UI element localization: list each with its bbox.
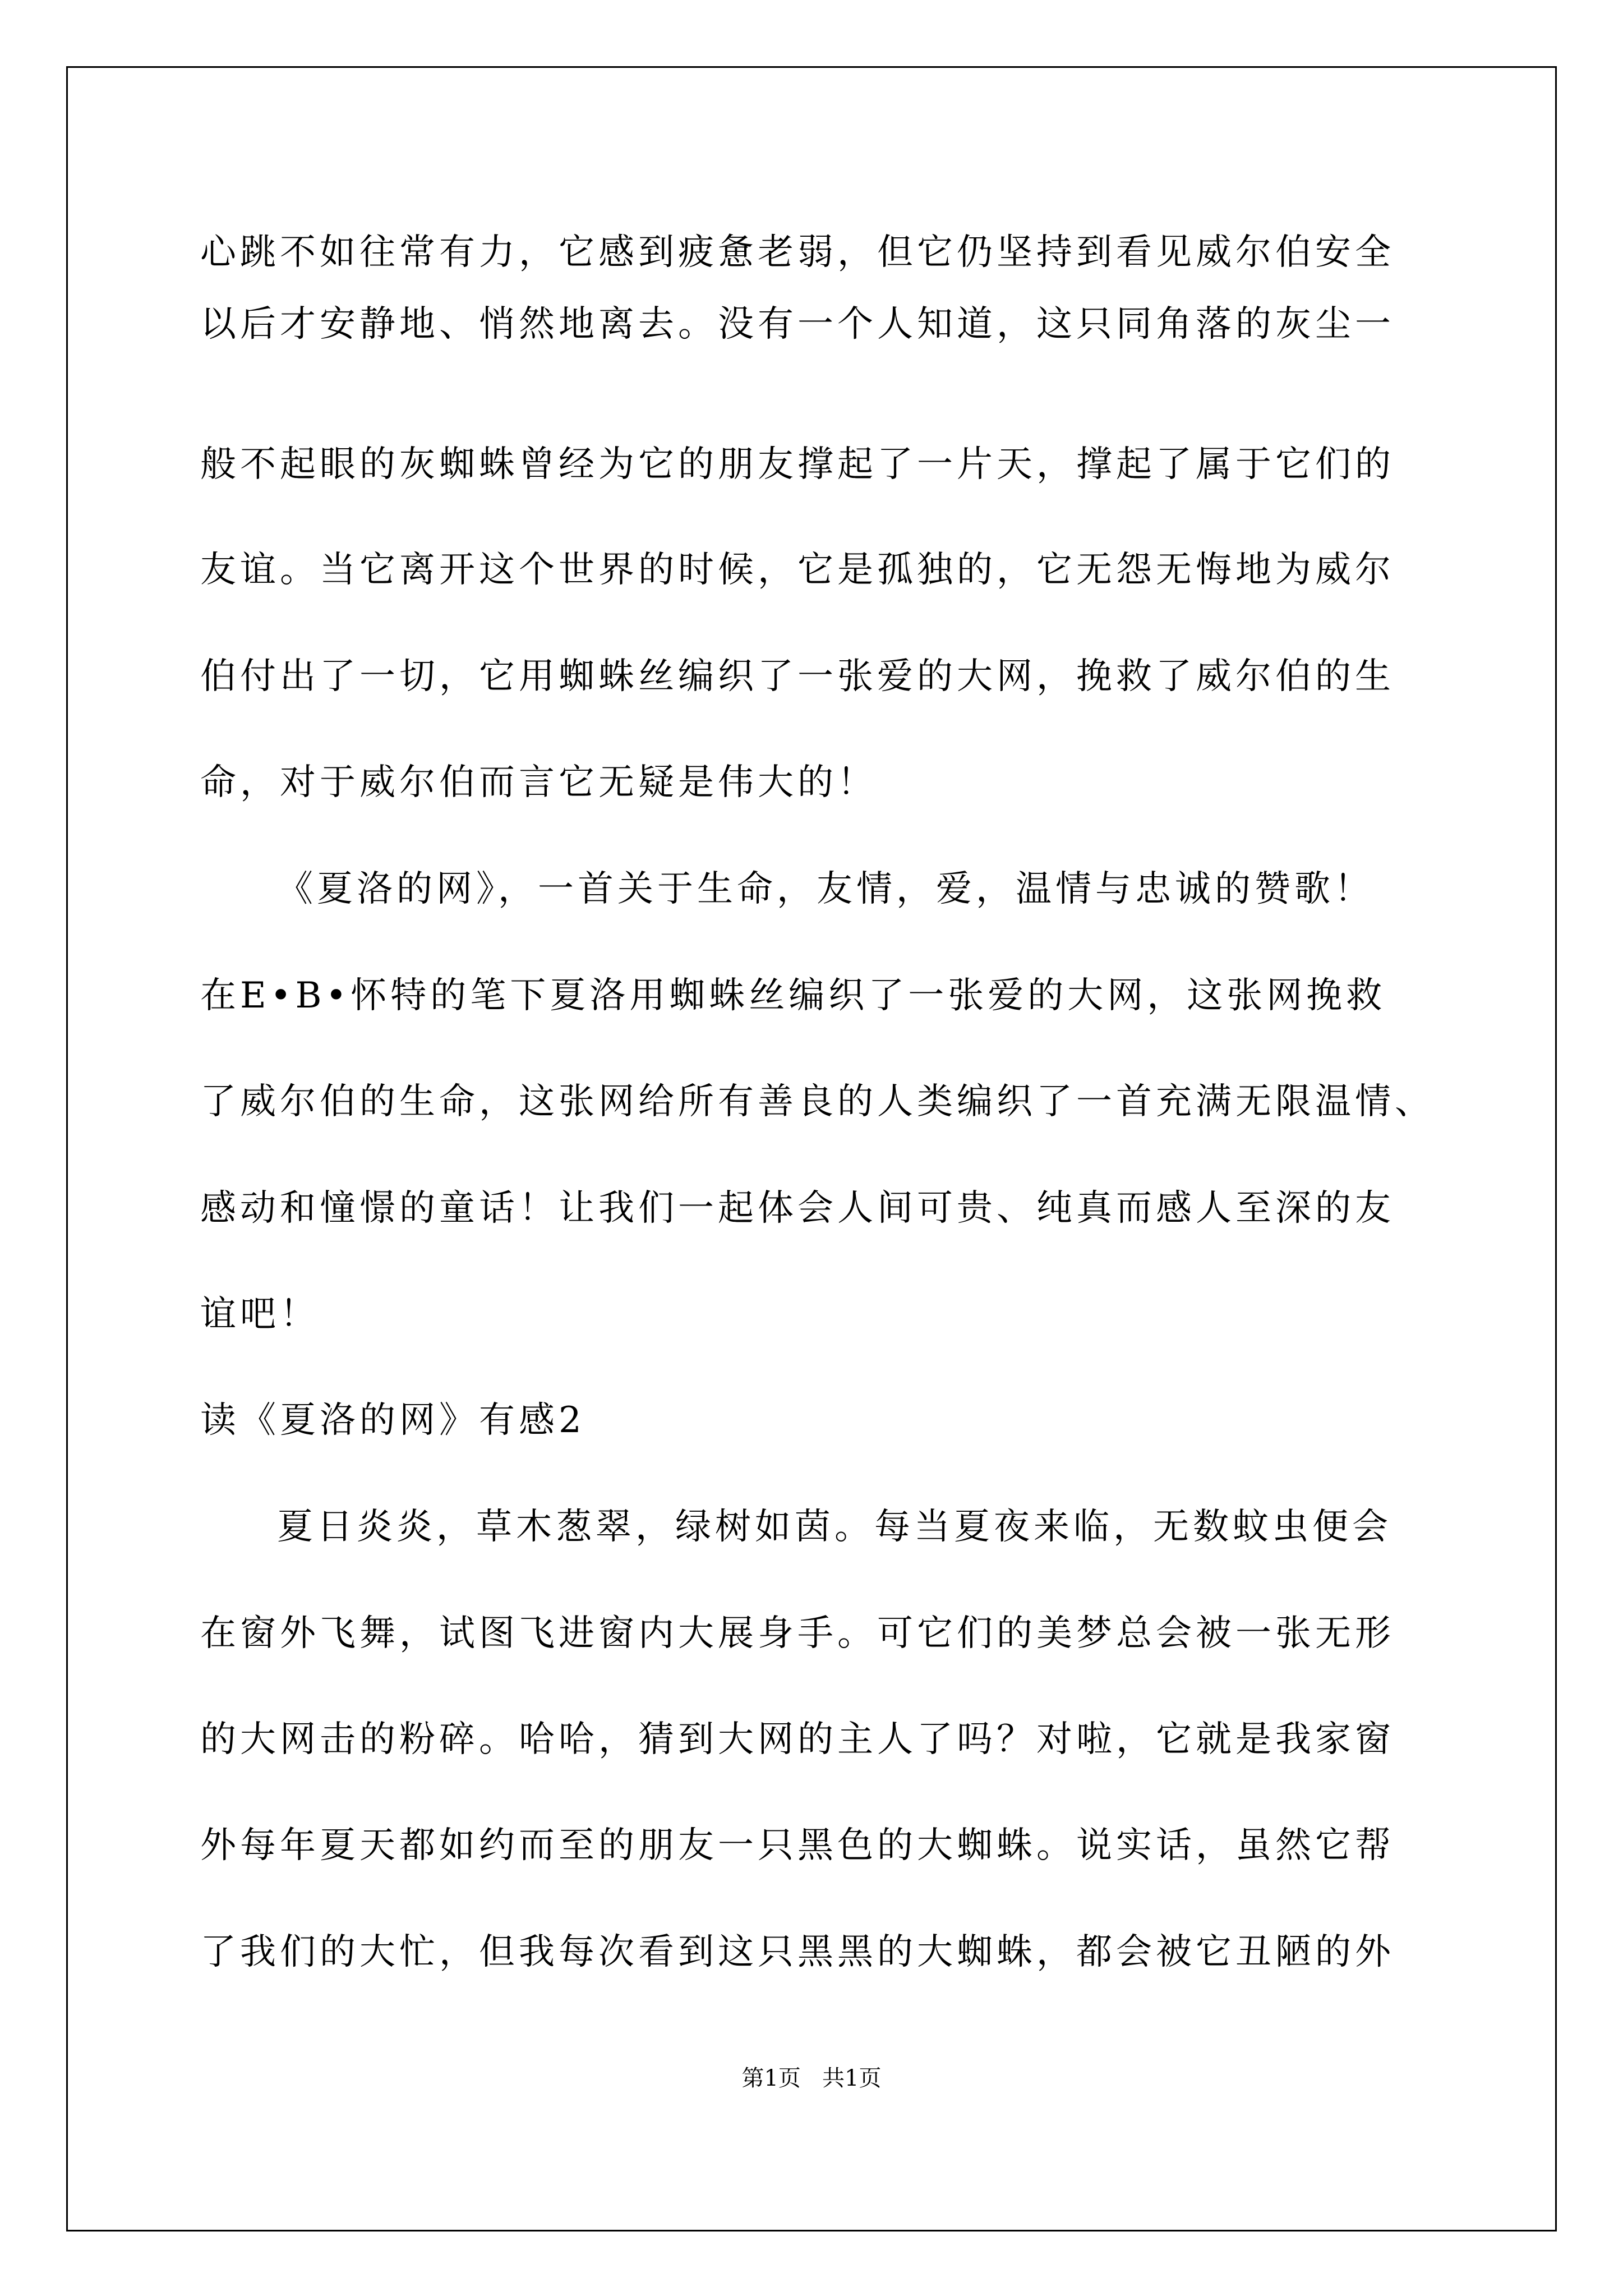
- text-line: 以后才安静地、悄然地离去。没有一个人知道，这只同角落的灰尘一: [200, 303, 1395, 345]
- text-line: 了威尔伯的生命，这张网给所有善良的人类编织了一首充满无限温情、: [200, 1081, 1435, 1122]
- text-line: 在窗外飞舞，试图飞进窗内大展身手。可它们的美梦总会被一张无形: [200, 1613, 1395, 1654]
- text-line: 伯付出了一切，它用蜘蛛丝编织了一张爱的大网，挽救了威尔伯的生: [200, 656, 1395, 697]
- text-line: 外每年夏天都如约而至的朋友一只黑色的大蜘蛛。说实话，虽然它帮: [200, 1825, 1395, 1866]
- text-line: 般不起眼的灰蜘蛛曾经为它的朋友撑起了一片天，撑起了属于它们的: [200, 444, 1395, 485]
- text-line: 友谊。当它离开这个世界的时候，它是孤独的，它无怨无悔地为威尔: [200, 549, 1395, 591]
- page-border: [66, 66, 1557, 2231]
- page-number-footer: 第1页 共1页: [741, 2065, 882, 2091]
- section-heading: 读《夏洛的网》有感2: [200, 1400, 585, 1441]
- text-line: 心跳不如往常有力，它感到疲惫老弱，但它仍坚持到看见威尔伯安全: [200, 232, 1395, 273]
- text-line: 命，对于威尔伯而言它无疑是伟大的！: [200, 762, 877, 803]
- text-line: 夏日炎炎，草木葱翠，绿树如茵。每当夏夜来临，无数蚊虫便会: [277, 1506, 1392, 1548]
- text-line: 谊吧！: [200, 1294, 320, 1335]
- text-line: 《夏洛的网》，一首关于生命，友情，爱，温情与忠诚的赞歌！: [277, 868, 1374, 910]
- text-line: 感动和憧憬的童话！让我们一起体会人间可贵、纯真而感人至深的友: [200, 1188, 1395, 1229]
- text-line: 了我们的大忙，但我每次看到这只黑黑的大蜘蛛，都会被它丑陋的外: [200, 1931, 1395, 1973]
- text-line: 的大网击的粉碎。哈哈，猜到大网的主人了吗？对啦，它就是我家窗: [200, 1719, 1395, 1760]
- text-line: 在E•B•怀特的笔下夏洛用蜘蛛丝编织了一张爱的大网，这张网挽救: [200, 975, 1386, 1016]
